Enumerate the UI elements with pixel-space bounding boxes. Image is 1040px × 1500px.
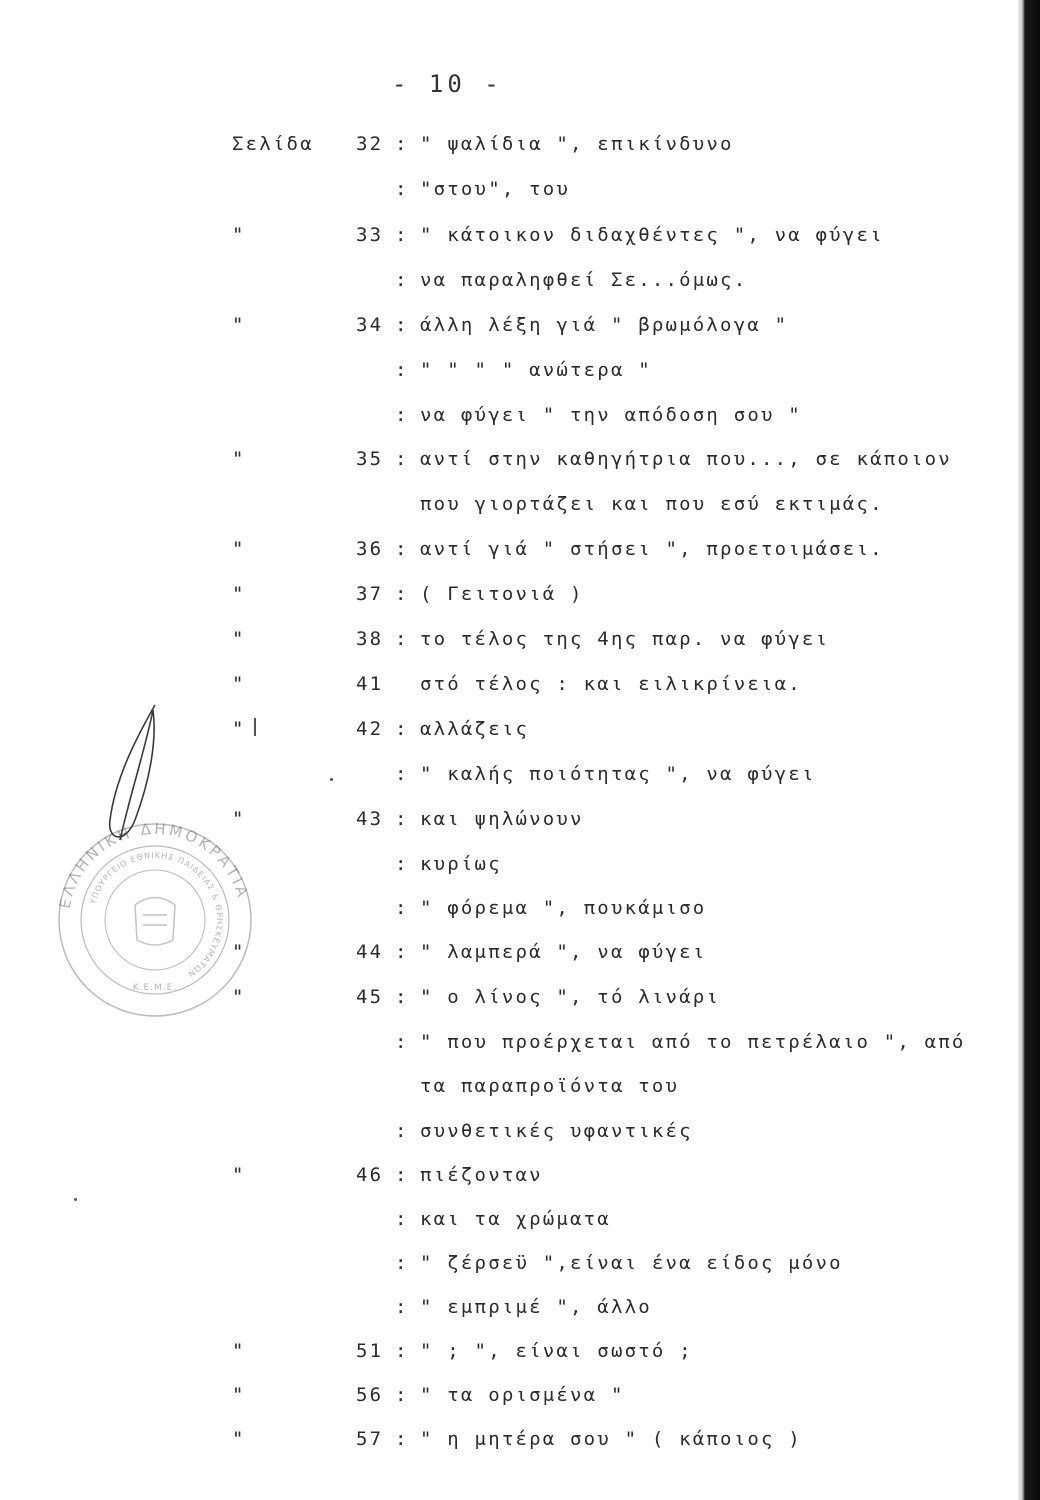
correction-text: και τα χρώματα [420,1208,611,1230]
correction-text: " " " " ανώτερα " [420,359,652,381]
colon-separator: : [395,269,409,291]
colon-separator: : [395,1296,409,1318]
colon-separator: : [395,359,409,381]
colon-separator: : [395,538,409,560]
colon-separator: : [395,1252,409,1274]
svg-text:Κ.Ε.Μ.Ε.: Κ.Ε.Μ.Ε. [132,983,178,993]
correction-text: άλλη λέξη γιά " βρωμόλογα " [420,314,789,336]
colon-separator: : [395,1164,409,1186]
colon-separator: : [395,178,409,200]
pencil-tick-mark [254,718,256,736]
page-ref-number: 43 [356,808,384,830]
correction-text: αλλάζεις [420,718,530,740]
colon-separator: : [395,1384,409,1406]
colon-separator: : [395,763,409,785]
page-ref-number: 44 [356,941,384,963]
page-ref-number: 41 [356,673,384,695]
colon-separator: : [395,404,409,426]
correction-text: " ο λίνος ", τό λινάρι [420,986,721,1008]
line-label: " [232,1428,246,1450]
line-label: " [232,808,246,830]
colon-separator: : [395,448,409,470]
correction-text: " ζέρσεϋ ",είναι ένα είδος μόνο [420,1252,843,1274]
correction-text: " ; ", είναι σωστό ; [420,1340,693,1362]
correction-text: " που προέρχεται από το πετρέλαιο ", από [420,1031,966,1053]
correction-text: και ψηλώνουν [420,808,584,830]
page-ref-number: 38 [356,628,384,650]
correction-text: "στου", του [420,178,571,200]
correction-text: " η μητέρα σου " ( κάποιος ) [420,1428,802,1450]
correction-text: αντί γιά " στήσει ", προετοιμάσει. [420,538,884,560]
line-label: " [232,1384,246,1406]
colon-separator: : [395,583,409,605]
colon-separator: : [395,628,409,650]
page-ref-number: 34 [356,314,384,336]
correction-text: στό τέλος : και ειλικρίνεια. [420,673,802,695]
stray-dot [330,778,333,781]
correction-text: πιέζονταν [420,1164,543,1186]
stray-dot [74,1198,77,1201]
colon-separator: : [395,314,409,336]
correction-text: που γιορτάζει και που εσύ εκτιμάς. [420,493,884,515]
correction-text: συνθετικές υφαντικές [420,1120,693,1142]
line-label: " [232,986,246,1008]
correction-text: " λαμπερά ", να φύγει [420,941,707,963]
svg-text:ΥΠΟΥΡΓΕΙΟ ΕΘΝΙΚΗΣ ΠΑΙΔΕΙΑΣ & Θ: ΥΠΟΥΡΓΕΙΟ ΕΘΝΙΚΗΣ ΠΑΙΔΕΙΑΣ & ΘΡΗΣΚΕΥΜΑΤΩΝ [88,850,225,980]
page-ref-number: 42 [356,718,384,740]
line-label: " [232,583,246,605]
page-ref-number: 37 [356,583,384,605]
line-label: " [232,628,246,650]
colon-separator: : [395,897,409,919]
colon-separator: : [395,1428,409,1450]
colon-separator: : [395,853,409,875]
page-ref-number: 33 [356,224,384,246]
correction-text: " τα ορισμένα " [420,1384,625,1406]
colon-separator: : [395,808,409,830]
correction-text: να παραληφθεί Σε...όμως. [420,269,748,291]
correction-text: να φύγει " την απόδοση σου " [420,404,802,426]
colon-separator: : [395,1120,409,1142]
correction-text: αντί στην καθηγήτρια που..., σε κάποιον [420,448,952,470]
page-ref-number: 57 [356,1428,384,1450]
page-ref-number: 56 [356,1384,384,1406]
correction-text: τα παραπροϊόντα του [420,1075,680,1097]
colon-separator: : [395,941,409,963]
line-label: Σελίδα [232,133,314,155]
correction-text: " κάτοικον διδαχθέντες ", να φύγει [420,224,884,246]
official-seal-stamp [55,820,255,1020]
line-label: " [232,673,246,695]
colon-separator: : [395,1031,409,1053]
page-ref-number: 51 [356,1340,384,1362]
svg-text:ΕΛΛΗΝΙΚΗ ΔΗΜΟΚΡΑΤΙΑ: ΕΛΛΗΝΙΚΗ ΔΗΜΟΚΡΑΤΙΑ [55,820,253,910]
line-label: " [232,718,246,740]
page-ref-number: 46 [356,1164,384,1186]
colon-separator: : [395,133,409,155]
page-ref-number: 35 [356,448,384,470]
line-label: " [232,941,246,963]
line-label: " [232,538,246,560]
line-label: " [232,314,246,336]
line-label: " [232,1164,246,1186]
colon-separator: : [395,718,409,740]
colon-separator: : [395,1340,409,1362]
correction-text: ( Γειτονιά ) [420,583,584,605]
correction-text: " ψαλίδια ", επικίνδυνο [420,133,734,155]
line-label: " [232,448,246,470]
page-ref-number: 32 [356,133,384,155]
correction-text: κυρίως [420,853,502,875]
colon-separator: : [395,1208,409,1230]
correction-text: " καλής ποιότητας ", να φύγει [420,763,816,785]
page-edge-shadow [1018,0,1040,1500]
correction-text: " εμπριμέ ", άλλο [420,1296,652,1318]
page-ref-number: 36 [356,538,384,560]
correction-text: " φόρεμα ", πουκάμισο [420,897,707,919]
colon-separator: : [395,224,409,246]
page-ref-number: 45 [356,986,384,1008]
page-number: - 10 - [392,70,503,98]
line-label: " [232,1340,246,1362]
colon-separator: : [395,986,409,1008]
line-label: " [232,224,246,246]
correction-text: το τέλος της 4ης παρ. να φύγει [420,628,830,650]
handwritten-signature [95,700,185,850]
